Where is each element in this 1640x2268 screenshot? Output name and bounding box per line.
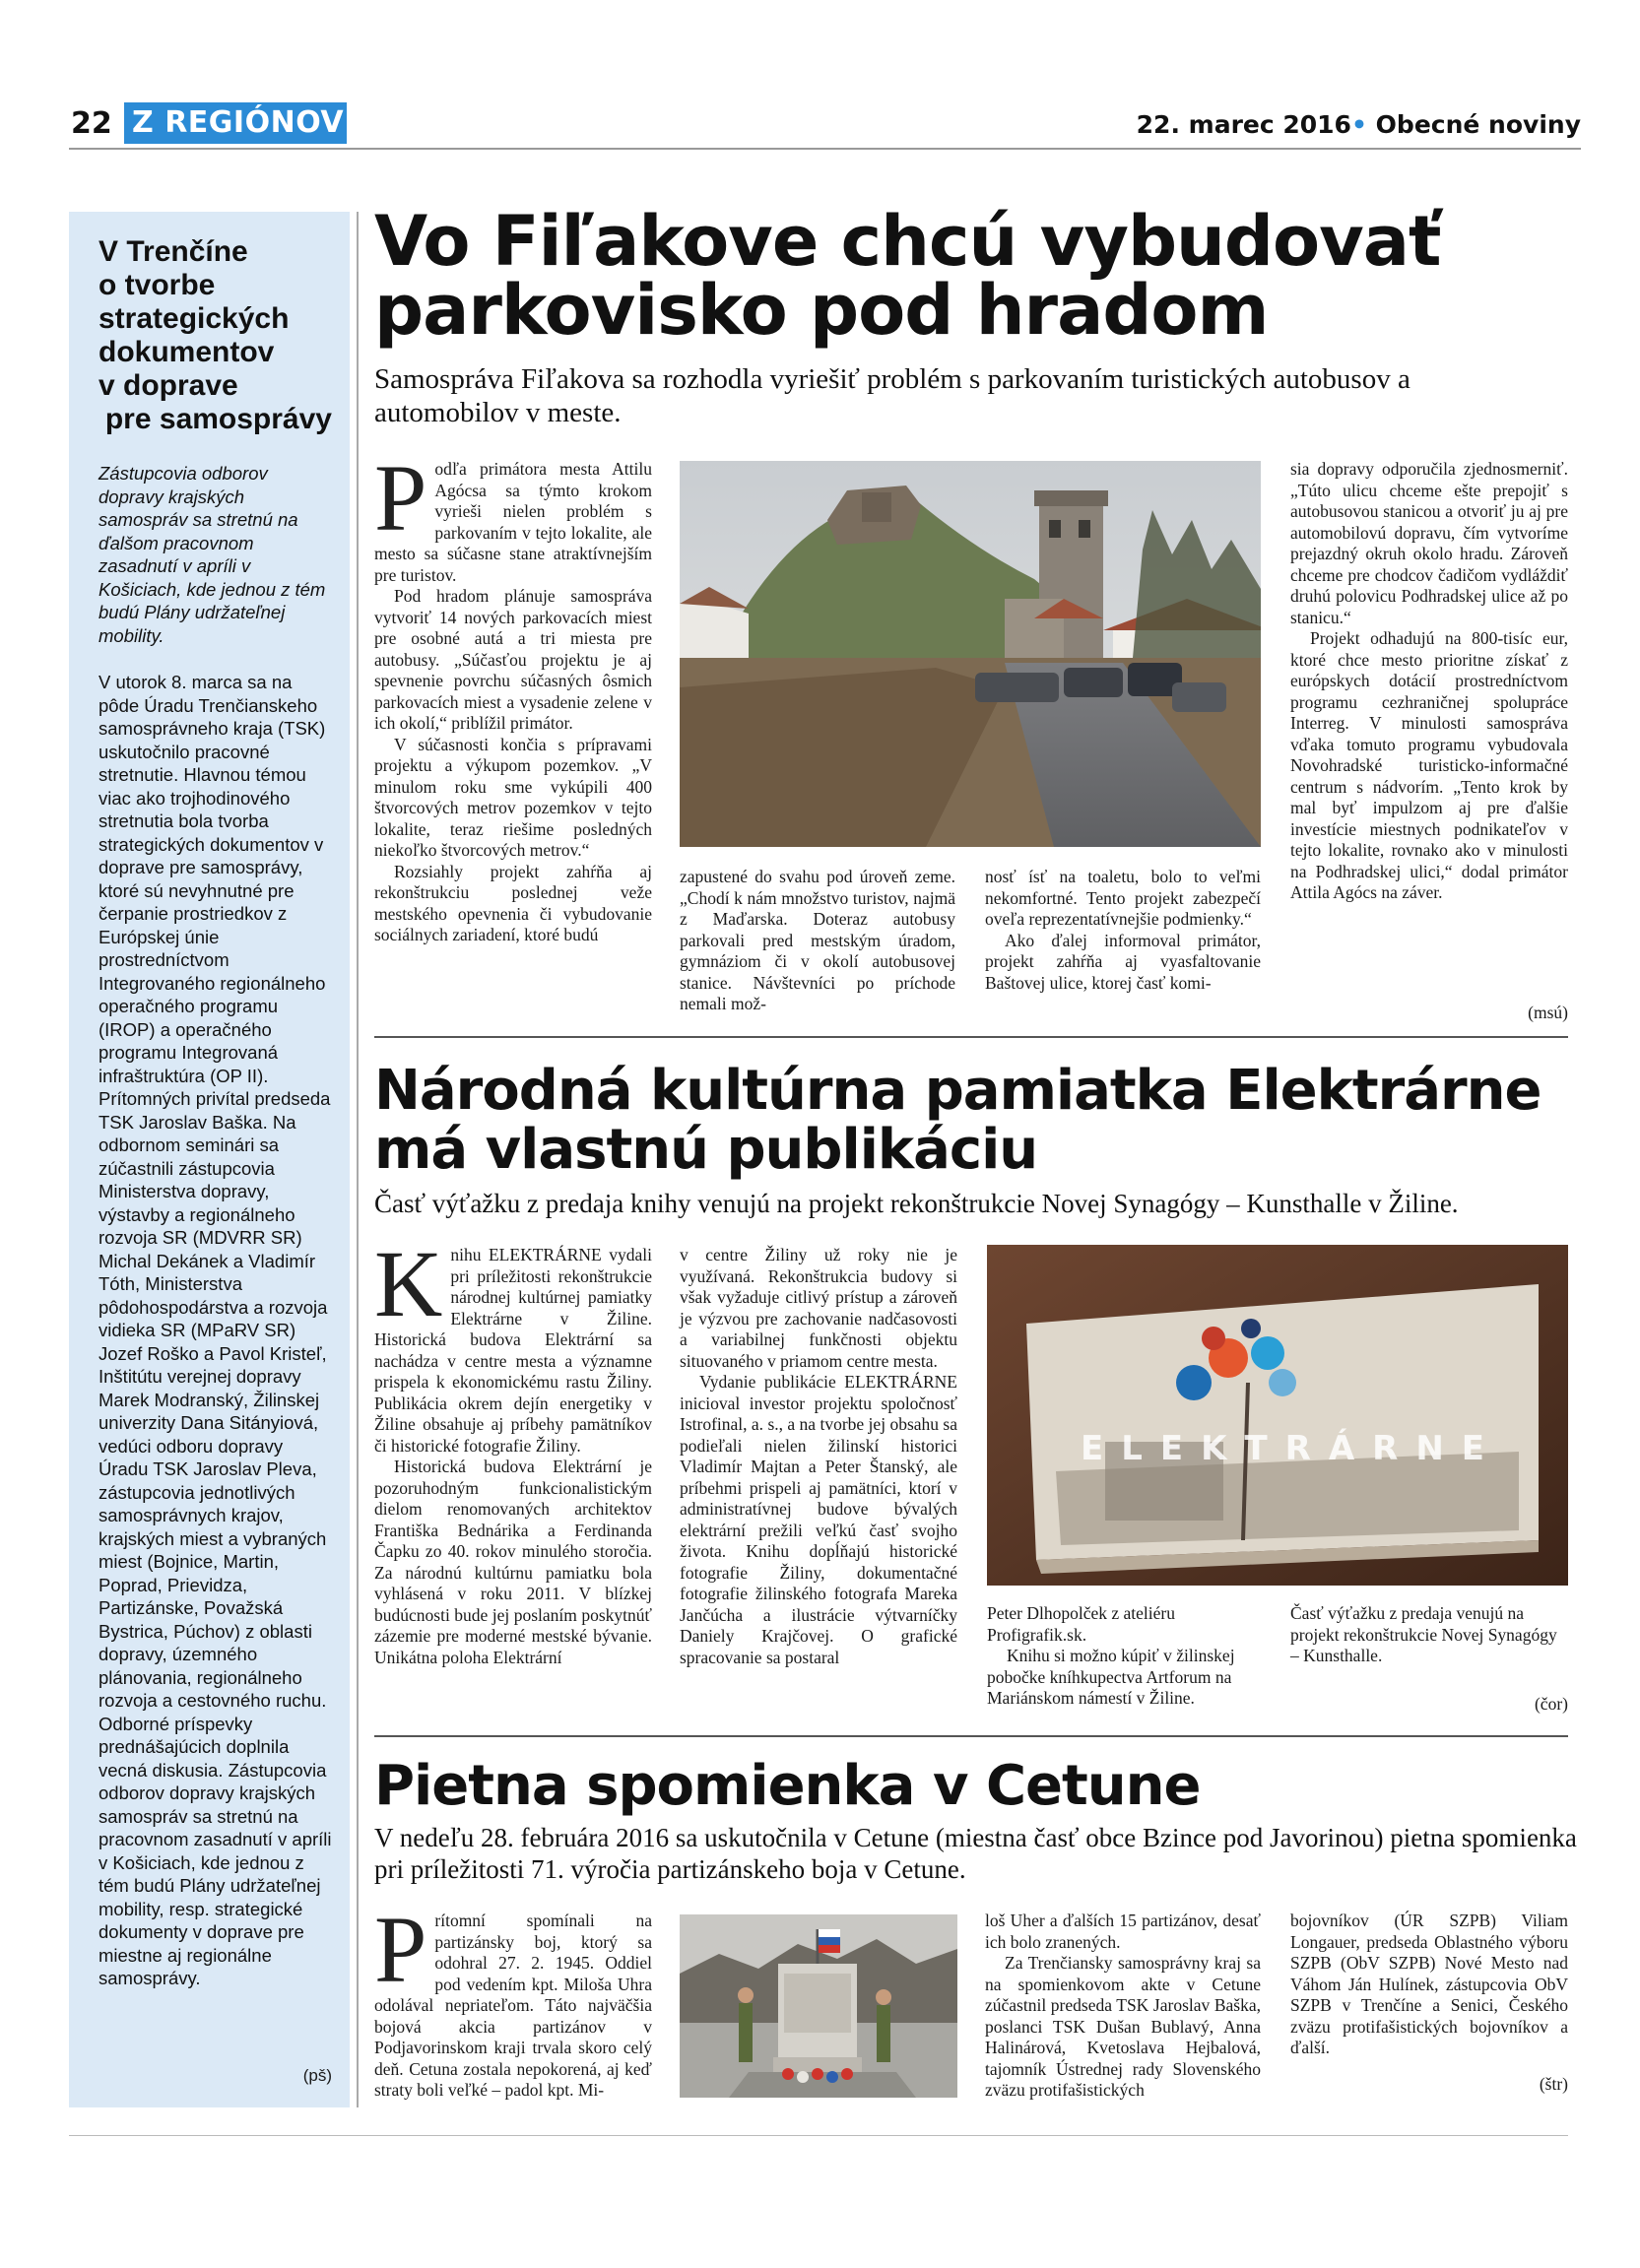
article2-deck: Časť výťažku z predaja knihy venujú na projekt rekonštrukcie Novej Synagógy – Kunsthalle v Žiline.	[374, 1189, 1459, 1218]
paragraph: Vydanie publikácie ELEKTRÁRNE inicioval investor projektu spoločnosť Istrofinal, a. s., a na tvorbe jej obsahu sa podieľali nielen žilinskí historici Vladimír Majtan a Peter Štanský, ale príbehmi prispeli aj pamätníci, ktorí v administratívnej budove bývalých elektrární prežili veľkú časť svojho života. Knihu dopĺňajú historické fotografie Žiliny, dokumentačné fotografie žilinského fotografa Mareka Jančúcha a ilustrácie výtvarníčky Daniely Krajčovej. O grafické spracovanie sa postaral	[680, 1372, 957, 1667]
memorial-photo	[680, 1914, 957, 2098]
sidebar-title-line: V Trenčíne	[98, 235, 248, 268]
sidebar-article	[69, 212, 350, 2107]
paragraph: v centre Žiliny už roky nie je využívaná. Rekonštrukcia budovy si však vyžaduje citlivý prístup a zároveň je výzvou pre zachovanie nadčasovosti a variabilnej funkčnosti objektu situovaného v priamom centre mesta.	[680, 1245, 957, 1371]
sidebar-title-line: strategických	[98, 302, 290, 335]
header-rule	[69, 148, 1581, 150]
page-number: 22	[71, 106, 112, 141]
article1-column-1	[374, 445, 652, 946]
paragraph: bojovníkov (ÚR SZPB) Viliam Longauer, predseda Oblastného výboru SZPB (ObV SZPB) Nové Mesto nad Váhom Ján Hulínek, zástupcovia ObV SZPB v Trenčíne a Senici, Českého zväzu protifašistických bojovníkov a ďalší.	[1290, 1911, 1568, 2057]
section-divider	[374, 1036, 1568, 1038]
castle-parking-photo	[680, 461, 1261, 847]
headline-line: má vlastnú publikáciu	[374, 1118, 1038, 1182]
sidebar-body: V utorok 8. marca sa na pôde Úradu Trenčianskeho samosprávneho kraja (TSK) uskutočnilo pracovné stretnutie. Hlavnou témou viac ako trojhodinového stretnutia bola tvorba strategických dokumentov v doprave pre samosprávy, ktoré sú nevyhnutné pre čerpanie prostriedkov z Európskej únie prostredníctvom Integrovaného regionálneho operačného programu (IROP) a operačného programu Integrovaná infraštruktúra (OP II). Prítomných privítal predseda TSK Jaroslav Baška. Na odbornom seminári sa zúčastnili zástupcovia Ministerstva dopravy, výstavby a regionálneho rozvoja SR (MDVRR SR) Michal Dekánek a Vladimír Tóth, Ministerstva pôdohospodárstva a rozvoja vidieka SR (MPaRV SR) Jozef Roško a Pavol Kristeľ, Inštitútu verejnej dopravy Marek Modranský, Žilinskej univerzity Dana Sitányiová, vedúci odboru dopravy Úradu TSK Jaroslav Pleva, zástupcovia jednotlivých samosprávnych krajov, krajských miest a vybraných miest (Bojnice, Martin, Poprad, Prievidza, Partizánske, Považská Bystrica, Púchov) z oblasti dopravy, územného plánovania, regionálneho rozvoja a cestovného ruchu. Odborné príspevky prednášajúcich doplnila vecná diskusia. Zástupcovia odborov dopravy krajských samospráv sa stretnú na pracovnom zasadnutí v apríli v Košiciach, kde jednou z tém budú Plány udržateľnej mobility, resp. strategické dokumenty v doprave pre miestne aj regionálne samosprávy.	[98, 672, 332, 1988]
article3-column-1	[374, 1897, 652, 2102]
paragraph: odľa primátora mesta Attilu Agócsa sa týmto krokom vyrieši nielen problém s parkovaním v tejto lokalite, ale mesto sa súčasne stane atraktívnejším pre turistov.	[374, 459, 652, 585]
paragraph: rítomní spomínali na partizánsky boj, ktorý sa odohral 27. 2. 1945. Oddiel pod vedením kpt. Miloša Uhra odolával nepriateľom. Táto najväčšia bojová akcia partizánov v Podjavorinskom kraji trvala skoro celý deň. Cetuna zostala nepokorená, aj keď straty boli veľké – padol kpt. Mi-	[374, 1911, 652, 2100]
paragraph: nihu ELEKTRÁRNE vydali pri príležitosti rekonštrukcie národnej kultúrnej pamiatky Elektrárne v Žiline. Historická budova Elektrární sa nachádza v centre mesta a významne prispela k ekonomickému rastu Žiliny. Publikácia okrem dejín energetiky v Žiline obsahuje aj príbehy pamätníkov či historické fotografie Žiliny.	[374, 1245, 652, 1456]
publication-name: Obecné noviny	[1375, 110, 1581, 139]
sidebar-lead: Zástupcovia odborov dopravy krajských samospráv sa stretnú na ďalšom pracovnom zasadnutí v apríli v Košiciach, kde jednou z tém budú Plány udržateľnej mobility.	[98, 463, 326, 646]
issue-date: 22. marec 2016	[1136, 110, 1351, 139]
paragraph: Ako ďalej informoval primátor, projekt zahŕňa aj vyasfaltovanie Baštovej ulice, ktorej časť komi-	[985, 930, 1261, 993]
sidebar-title	[98, 235, 332, 436]
article3-signature: (štr)	[1539, 2074, 1568, 2094]
paragraph: Knihu si možno kúpiť v žilinskej pobočke kníhkupectva Artforum na Mariánskom námestí v Žiline.	[987, 1646, 1235, 1708]
paragraph: loš Uher a ďalších 15 partizánov, desať ich bolo zranených.	[985, 1911, 1261, 1952]
article2-signature: (čor)	[1534, 1694, 1568, 1714]
section-label: Z REGIÓNOV	[124, 102, 347, 144]
paragraph: zapustené do svahu pod úroveň zeme. „Chodí k nám množstvo turistov, najmä z Maďarska. Doteraz autobusy parkovali pred mestským úradom, gymnáziom či v okolí autobusovej stanice. Návštevníci po príchode nemali mož-	[680, 867, 955, 1013]
footer-rule	[69, 2135, 1568, 2136]
article3-column-3	[985, 1911, 1261, 2102]
article1-signature: (msú)	[1528, 1003, 1568, 1022]
sidebar-title-line: dokumentov	[98, 336, 275, 368]
sidebar-signature: (pš)	[302, 2066, 332, 2085]
headline-line: parkovisko pod hradom	[374, 270, 1269, 351]
sidebar-divider	[357, 212, 359, 2107]
paragraph: Rozsiahly projekt zahŕňa aj rekonštrukciu poslednej veže mestského opevnenia či vybudovanie sociálnych zariadení, ktoré budú	[374, 861, 652, 944]
headline-line: Národná kultúrna pamiatka Elektrárne	[374, 1059, 1542, 1123]
issue-info	[1137, 110, 1581, 139]
article1-headline	[374, 201, 1586, 351]
article3-deck: V nedeľu 28. februára 2016 sa uskutočnila v Cetune (miestna časť obce Bzince pod Javorinou) pietna spomienka pri príležitosti 71. výročia partizánskeho boja v Cetune.	[374, 1823, 1577, 1884]
paragraph: Projekt odhadujú na 800-tisíc eur, ktoré chce mesto prioritne získať z európskych dotácií prostredníctvom programu cezhraničnej spolupráce Interreg. V minulosti samospráva vďaka tomuto programu vybudovala Novohradské turisticko-informačné centrum s nádvorím. „Tento krok by mal byť impulzom aj pre ďalšie investície miestnych podnikateľov v tejto lokalite, rovnako ako v minulosti na Podhradskej ulici,“ dodal primátor Attila Agócs na záver.	[1290, 628, 1568, 902]
dropcap: K	[374, 1231, 443, 1336]
article2-headline	[374, 1059, 1586, 1182]
paragraph: nosť ísť na toaletu, bolo to veľmi nekomfortné. Tento projekt zabezpečí oveľa reprezentatívnejšie podmienky.“	[985, 867, 1261, 929]
paragraph: Pod hradom plánuje samospráva vytvoriť 14 nových parkovacích miest pre osobné autá a tri miesta pre autobusy. „Súčasťou projektu je aj spevnenie povrchu súčasných ôsmich parkovacích miest a vysadenie zelene v ich okolí,“ priblížil primátor.	[374, 586, 652, 733]
article2-column-1	[374, 1231, 652, 1668]
article3-headline: Pietna spomienka v Cetune	[374, 1754, 1201, 1818]
article2-column-3	[987, 1603, 1265, 1710]
book-cover-title: ELEKTRÁRNE	[1081, 1429, 1503, 1468]
article1-column-3	[985, 867, 1261, 994]
article2-column-2	[680, 1245, 957, 1668]
sidebar-title-line: o tvorbe	[98, 269, 216, 301]
paragraph: Za Trenčiansky samosprávny kraj sa na spomienkovom akte v Cetune zúčastnil predseda TSK Jaroslav Baška, poslanci TSK Dušan Bublavý, Anna Halinárová, Kvetoslava Hejbalová, tajomník Ústrednej rady Slovenského zväzu protifašistických	[985, 1953, 1261, 2100]
sidebar-title-line: pre samosprávy	[104, 403, 332, 435]
paragraph: Peter Dlhopolček z ateliéru Profigrafik.sk.	[987, 1603, 1175, 1645]
dropcap: P	[374, 445, 427, 551]
book-photo	[987, 1245, 1568, 1586]
article1-column-4	[1290, 459, 1568, 904]
section-divider	[374, 1735, 1568, 1737]
article1-deck: Samospráva Fiľakova sa rozhodla vyriešiť problém s parkovaním turistických autobusov a automobilov v meste.	[374, 363, 1410, 428]
bullet-separator: •	[1350, 110, 1367, 139]
article1-column-2	[680, 867, 955, 1015]
paragraph: sia dopravy odporučila zjednosmerniť. „Túto ulicu chceme ešte prepojiť s autobusovou stanicou a otvoriť ju aj pre automobilovú dopravu, čím vytvoríme prejazdný okruh okolo hradu. Zároveň chceme pre chodcov čadičom vydláždiť druhú polovicu Podhradskej ulice až po stanicu.“	[1290, 459, 1568, 627]
paragraph: V súčasnosti končia s prípravami projektu a výkupom pozemkov. „V minulom roku sme vykúpili 400 štvorcových metrov pozemkov v tejto lokalite, teraz riešime posledných niekoľko štvorcových metrov.“	[374, 734, 652, 860]
article3-column-4	[1290, 1911, 1568, 2059]
dropcap: P	[374, 1897, 427, 2002]
headline-line: Vo Fiľakove chcú vybudovať	[374, 201, 1441, 282]
article2-column-4: Časť výťažku z predaja venujú na projekt rekonštrukcie Novej Synagógy – Kunsthalle.	[1290, 1603, 1557, 1665]
sidebar-title-line: v doprave	[98, 369, 238, 402]
paragraph: Historická budova Elektrární je pozoruhodným funkcionalistickým dielom renomovaných architektov Františka Bednárika a Ferdinanda Čapku zo 40. rokov minulého storočia. Za národnú kultúrnu pamiatku bola vyhlásená v roku 2011. V blízkej budúcnosti bude jej poslaním poskytnúť zázemie pre moderné mestské bývanie. Unikátna poloha Elektrární	[374, 1457, 652, 1667]
